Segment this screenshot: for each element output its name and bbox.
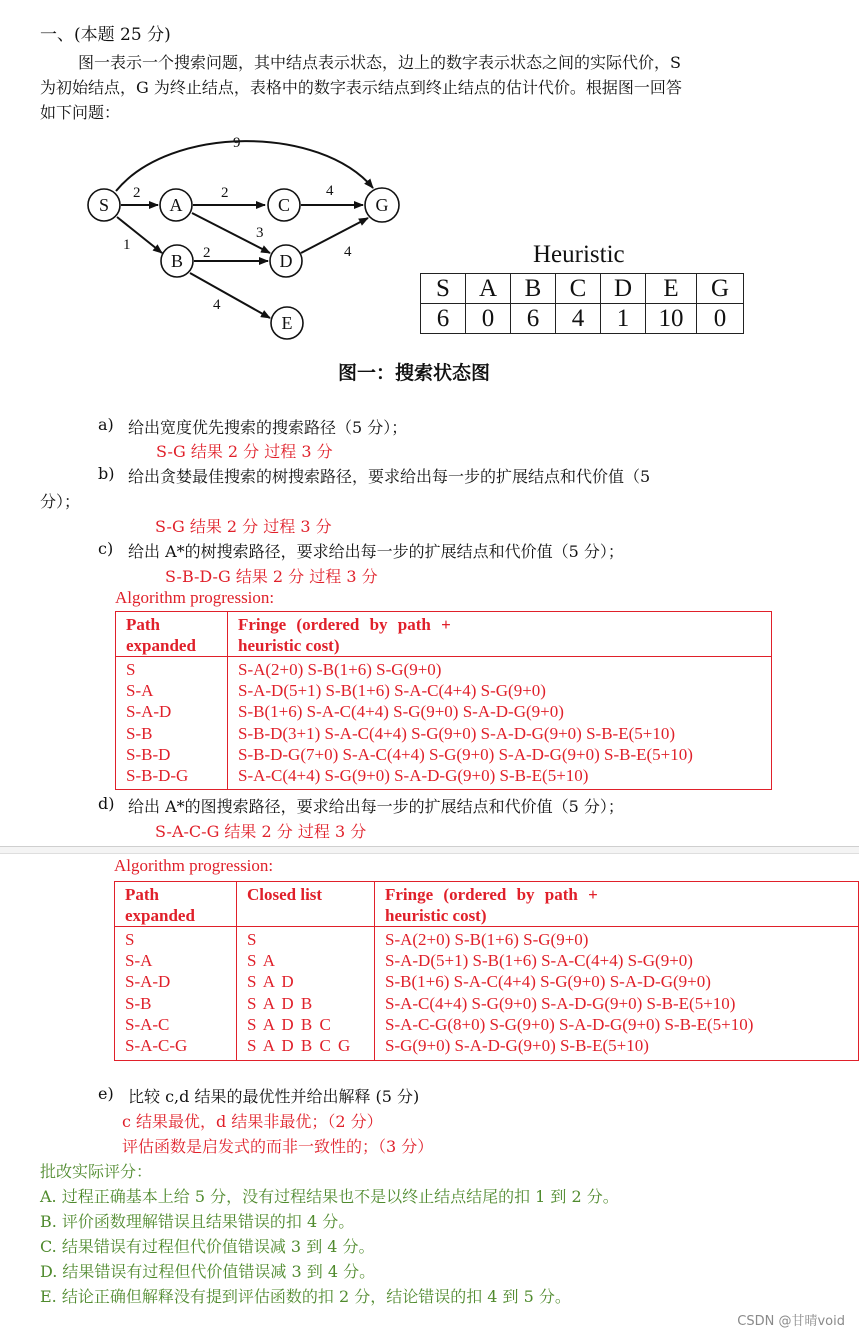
question-c-text: 给出 A*的树搜索路径，要求给出每一步的扩展结点和代价值（5 分）； [128,542,624,561]
edge-label-S-G: 9 [233,135,241,151]
heuristic-value: 10 [646,304,697,334]
table-row: S-B S-B-D(3+1) S-A-C(4+4) S-G(9+0) S-A-D-G(9+0) S-B-E(5+10) [116,723,772,744]
question-d-label: d) [98,794,115,813]
edge-label-B-D: 2 [203,245,211,261]
question-c-answer: S-B-D-G 结果 2 分 过程 3 分 [165,567,378,586]
edge-label-S-B: 1 [123,237,131,253]
node-label-S: S [98,195,110,215]
question-a-label: a) [98,415,114,434]
heuristic-value: 0 [466,304,511,334]
heuristic-value: 0 [697,304,744,334]
edge-B-E [190,273,270,318]
grading-item-c: C. 结果错误有过程但代价值错误减 3 到 4 分。 [40,1237,375,1256]
table-row: S-B-D S-B-D-G(7+0) S-A-C(4+4) S-G(9+0) S-A-D-G(9+0) S-B-E(5+10) [116,744,772,765]
question-a-answer: S-G 结果 2 分 过程 3 分 [156,442,333,461]
question-d-text: 给出 A*的图搜索路径，要求给出每一步的扩展结点和代价值（5 分）； [128,797,624,816]
intro-line-1: 图一表示一个搜索问题，其中结点表示状态，边上的数字表示状态之间的实际代价，S [78,53,681,72]
table-row: S-B S A D B S-A-C(4+4) S-G(9+0) S-A-D-G(9+0) S-B-E(5+10) [115,993,859,1014]
heuristic-title: Heuristic [533,241,625,268]
table1-caption: Algorithm progression: [115,588,275,607]
edge-label-B-E: 4 [213,297,221,313]
edge-label-A-C: 2 [221,185,229,201]
table-row: S-A-C-G S A D B C G S-G(9+0) S-A-D-G(9+0) S-B-E(5+10) [115,1035,859,1061]
grading-item-a: A. 过程正确基本上给 5 分，没有过程结果也不是以终止结点结尾的扣 1 到 2 分。 [40,1187,619,1206]
heuristic-value: 6 [421,304,466,334]
question-b-answer: S-G 结果 2 分 过程 3 分 [155,517,332,536]
table-row: S S S-A(2+0) S-B(1+6) S-G(9+0) [115,927,859,951]
table-row: S-A-D S A D S-B(1+6) S-A-C(4+4) S-G(9+0) S-A-D-G(9+0) [115,971,859,992]
table-row: S-A S-A-D(5+1) S-B(1+6) S-A-C(4+4) S-G(9+0) [116,680,772,701]
question-e-answer-2: 评估函数是启发式的而非一致性的；（3 分） [122,1137,434,1156]
question-e-label: e) [98,1084,114,1103]
tree-search-table [115,611,772,790]
table-row: S-A-C S A D B C S-A-C-G(8+0) S-G(9+0) S-A-D-G(9+0) S-B-E(5+10) [115,1014,859,1035]
intro-line-2: 为初始结点，G 为终止结点，表格中的数字表示结点到终止结点的估计代价。根据图一回答 [40,78,682,97]
heuristic-node: D [601,274,646,304]
edge-label-D-G: 4 [344,244,352,260]
heuristic-node: G [697,274,744,304]
edge-D-G [301,218,368,253]
column-header-fringe: Fringe (ordered by path + heuristic cost) [375,882,859,927]
column-header-path: Path expanded [116,612,228,657]
heuristic-node: C [556,274,601,304]
question-b-label: b) [98,464,115,483]
node-label-A: A [169,195,183,215]
node-label-G: G [375,195,389,215]
column-header-closed: Closed list [237,882,375,927]
question-a-text: 给出宽度优先搜索的搜索路径（5 分）； [128,418,408,437]
figure-caption: 图一：搜索状态图 [338,362,491,384]
search-graph [0,125,420,350]
section-title: 一、(本题 25 分) [40,25,171,45]
table-row: S-A-D S-B(1+6) S-A-C(4+4) S-G(9+0) S-A-D-G(9+0) [116,701,772,722]
node-label-E: E [281,313,293,333]
edge-label-S-A: 2 [133,185,141,201]
graph-search-table [114,881,859,1061]
watermark: CSDN @甘晴void [737,1314,845,1329]
table-row: S-B-D-G S-A-C(4+4) S-G(9+0) S-A-D-G(9+0) S-B-E(5+10) [116,765,772,790]
column-header-fringe: Fringe (ordered by path + heuristic cost) [228,612,772,657]
intro-line-3: 如下问题： [40,103,121,122]
table-row: S S-A(2+0) S-B(1+6) S-G(9+0) [116,657,772,681]
question-d-answer: S-A-C-G 结果 2 分 过程 3 分 [155,822,367,841]
question-e-text: 比较 c,d 结果的最优性并给出解释 (5 分) [128,1087,420,1106]
page-break [0,846,859,854]
heuristic-node: S [421,274,466,304]
question-b-text-cont: 分）； [40,492,81,511]
edge-label-A-D: 3 [256,225,264,241]
node-label-B: B [170,251,184,271]
heuristic-node: A [466,274,511,304]
table2-caption: Algorithm progression: [114,856,274,875]
heuristic-value: 1 [601,304,646,334]
heuristic-value: 4 [556,304,601,334]
edge-label-C-G: 4 [326,183,334,199]
node-label-C: C [277,195,291,215]
heuristic-node: B [511,274,556,304]
question-c-label: c) [98,539,114,558]
grading-item-d: D. 结果错误有过程但代价值错误减 3 到 4 分。 [40,1262,376,1281]
question-e-answer-1: c 结果最优，d 结果非最优；（2 分） [122,1112,383,1131]
edge-S-G [116,141,373,191]
column-header-path: Path expanded [115,882,237,927]
grading-item-b: B. 评价函数理解错误且结果错误的扣 4 分。 [40,1212,355,1231]
grading-title: 批改实际评分： [40,1162,153,1181]
question-b-text: 给出贪婪最佳搜索的树搜索路径，要求给出每一步的扩展结点和代价值（5 [128,467,651,486]
grading-item-e: E. 结论正确但解释没有提到评估函数的扣 2 分，结论错误的扣 4 到 5 分。 [40,1287,571,1306]
heuristic-table [420,273,744,334]
table-row: S-A S A S-A-D(5+1) S-B(1+6) S-A-C(4+4) S-G(9+0) [115,950,859,971]
heuristic-value: 6 [511,304,556,334]
node-label-D: D [279,251,293,271]
heuristic-node: E [646,274,697,304]
